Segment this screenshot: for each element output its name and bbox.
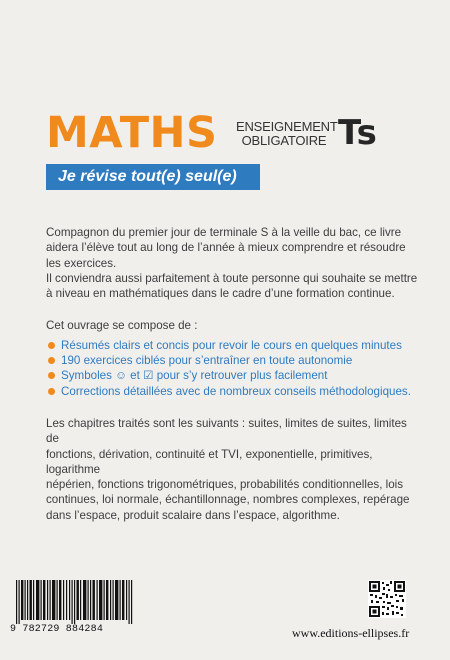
intro-paragraph-1: [46, 225, 418, 271]
list-item: [46, 368, 418, 383]
text-line: aidera l’élève tout au long de l’année à mieux comprendre et résoudre: [46, 241, 406, 255]
bullet-icon: [48, 357, 55, 364]
chapters-paragraph: [46, 416, 418, 523]
bullet-icon: [48, 342, 55, 349]
bullet-icon: [48, 372, 55, 379]
feature-text: Résumés clairs et concis pour revoir le cours en quelques minutes: [61, 338, 402, 352]
text-line: les exercices.: [46, 256, 117, 270]
text-line: Les chapitres traités sont les suivants : suites, limites de suites, limites de: [46, 416, 407, 446]
text-line: dans l’espace, produit scalaire dans l’espace, algorithme.: [46, 508, 340, 522]
subject-label: [236, 119, 338, 148]
text-line: Il conviendra aussi parfaitement à toute personne qui souhaite se mettre: [46, 271, 418, 285]
list-item: [46, 338, 418, 353]
bullet-icon: [48, 388, 55, 395]
feature-text: Symboles ☺ et ☑ pour s’y retrouver plus facilement: [61, 369, 328, 383]
header: [46, 108, 426, 158]
subject-line-1: ENSEIGNEMENT: [236, 119, 338, 134]
series-banner: Je révise tout(e) seul(e): [46, 164, 260, 190]
publisher-website[interactable]: www.editions-ellipses.fr: [292, 626, 410, 640]
text-line: népérien, fonctions trigonométriques, probabilités conditionnelles, lois: [46, 478, 404, 492]
feature-list: [46, 338, 418, 399]
text-line: à niveau en mathématiques dans le cadre d’une formation continue.: [46, 287, 395, 301]
qr-code-icon: [368, 580, 406, 618]
level-label: Ts: [338, 113, 377, 153]
isbn-digits: 9 782729 884284: [10, 624, 104, 635]
barcode-icon: [10, 580, 138, 624]
book-title: MATHS: [46, 108, 218, 158]
isbn-barcode: [10, 580, 138, 638]
list-item: [46, 384, 418, 399]
back-cover-text: [46, 225, 418, 523]
feature-text: 190 exercices ciblés pour s’entraîner en toute autonomie: [61, 354, 353, 368]
intro-paragraph-2: [46, 271, 418, 302]
subject-line-2: OBLIGATOIRE: [241, 133, 327, 148]
list-item: [46, 353, 418, 368]
text-line: Compagnon du premier jour de terminale S à la veille du bac, ce livre: [46, 226, 402, 239]
composition-heading: Cet ouvrage se compose de :: [46, 319, 198, 333]
feature-text: Corrections détaillées avec de nombreux conseils méthodologiques.: [61, 384, 411, 398]
text-line: continues, loi normale, échantillonnage, nombres complexes, repérage: [46, 493, 410, 507]
text-line: fonctions, dérivation, continuité et TVI, exponentielle, primitives, logarithme: [46, 447, 373, 476]
